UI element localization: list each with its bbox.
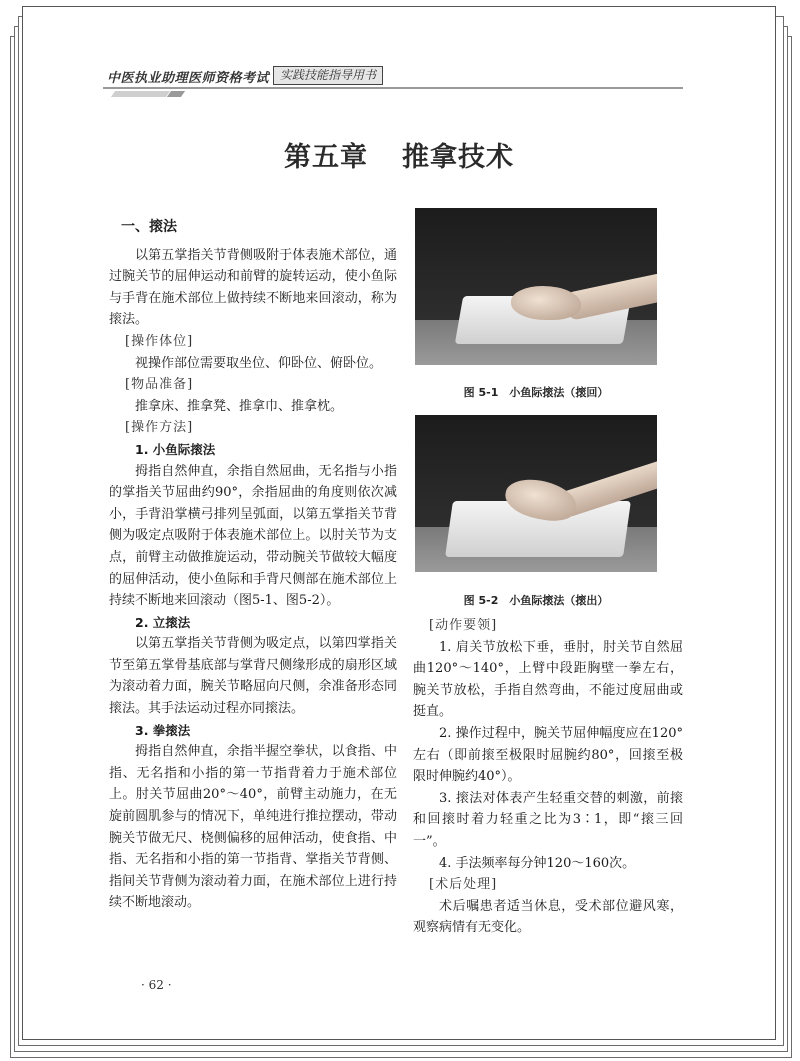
figure-5-1-caption: 图 5-1 小鱼际㨰法（㨰回） xyxy=(463,386,609,399)
method1-paragraph: 拇指自然伸直，余指自然屈曲，无名指与小指的掌指关节屈曲约90°，余指屈曲的角度则依次减小，手背沿掌横弓排列呈弧面，以第五掌指关节背侧为吸定点吸附于体表施术部位上。以肘关节为支点，前臂主动做推旋运动，带动腕关节做较大幅度的屈伸活动，使小鱼际和手背尺侧部在施术部位上持续不断地来回滚动（图5-1、图5-2）。 xyxy=(109,463,397,609)
method3-paragraph: 拇指自然伸直，余指半握空拳状，以食指、中指、无名指和小指的第一节指背着力于施术部位上。肘关节屈曲20°～40°，前臂主动施力，在无旋前圆肌参与的情况下，单纯进行推拉摆动，带动腕关节做无尺、桡侧偏移的屈伸活动，使食指、中指、无名指和小指的第一节指背、掌指关节背侧、指间关节背侧为滚动着力面，在施术部位上进行持续不断地滚动。 xyxy=(109,744,397,911)
book-page xyxy=(22,6,776,1040)
method2-paragraph: 以第五掌指关节背侧为吸定点，以第四掌指关节至第五掌骨基底部与掌背尺侧缘形成的扇形区域为滚动着力面，腕关节略屈向尺侧，余准备形态同㨰法。其手法运动过程亦同㨰法。 xyxy=(109,636,397,717)
posture-paragraph: 视操作部位需要取坐位、仰卧位、俯卧位。 xyxy=(135,355,383,371)
keypoint-4: 4. 手法频率每分钟120～160次。 xyxy=(439,855,636,871)
figure-5-1-photo xyxy=(415,208,657,365)
method-heading: [操作方法] xyxy=(125,420,194,436)
keypoints-heading: [动作要领] xyxy=(429,618,498,633)
chapter-number: 第五章 xyxy=(284,142,368,173)
right-column xyxy=(413,615,683,939)
items-heading: [物品准备] xyxy=(125,377,194,393)
keypoint-3: 3. 㨰法对体表产生轻重交替的刺激，前㨰和回㨰时着力轻重之比为3∶1，即“㨰三回一”。 xyxy=(413,790,683,849)
method2-title: 2. 立㨰法 xyxy=(135,614,191,630)
series-tag: 实践技能指导用书 xyxy=(273,66,383,85)
aftercare-paragraph: 术后嘱患者适当休息，受术部位避风寒，观察病情有无变化。 xyxy=(413,898,683,936)
chapter-heading xyxy=(23,135,775,174)
header-decoration xyxy=(111,91,170,97)
figure-5-2-photo xyxy=(415,415,657,572)
section-title: 一、㨰法 xyxy=(121,219,177,235)
keypoint-2: 2. 操作过程中，腕关节屈伸幅度应在120°左右（即前㨰至极限时屈腕约80°，回㨰至极限时伸腕约40°）。 xyxy=(413,725,683,785)
posture-heading: [操作体位] xyxy=(125,333,194,349)
book-title: 中医执业助理医师资格考试 xyxy=(107,71,270,86)
items-paragraph: 推拿床、推拿凳、推拿巾、推拿枕。 xyxy=(135,398,344,414)
figure-5-2-caption: 图 5-2 小鱼际㨰法（㨰出） xyxy=(463,594,609,607)
method1-title: 1. 小鱼际㨰法 xyxy=(135,441,216,457)
intro-paragraph: 以第五掌指关节背侧吸附于体表施术部位，通过腕关节的屈伸运动和前臂的旋转运动，使小鱼际与手背在施术部位上做持续不断地来回滚动，称为㨰法。 xyxy=(109,247,397,328)
header-rule xyxy=(103,87,683,89)
page-number: · 62 · xyxy=(141,978,172,992)
left-column xyxy=(109,217,397,914)
method3-title: 3. 拳㨰法 xyxy=(135,722,191,738)
header-decoration xyxy=(167,91,185,97)
running-header xyxy=(103,65,703,95)
chapter-title: 推拿技术 xyxy=(402,142,514,173)
keypoint-1: 1. 肩关节放松下垂，垂肘，肘关节自然屈曲120°～140°，上臂中段距胸壁一拳左右，腕关节放松，手指自然弯曲，不能过度屈曲或挺直。 xyxy=(413,639,683,720)
aftercare-heading: [术后处理] xyxy=(429,877,498,893)
